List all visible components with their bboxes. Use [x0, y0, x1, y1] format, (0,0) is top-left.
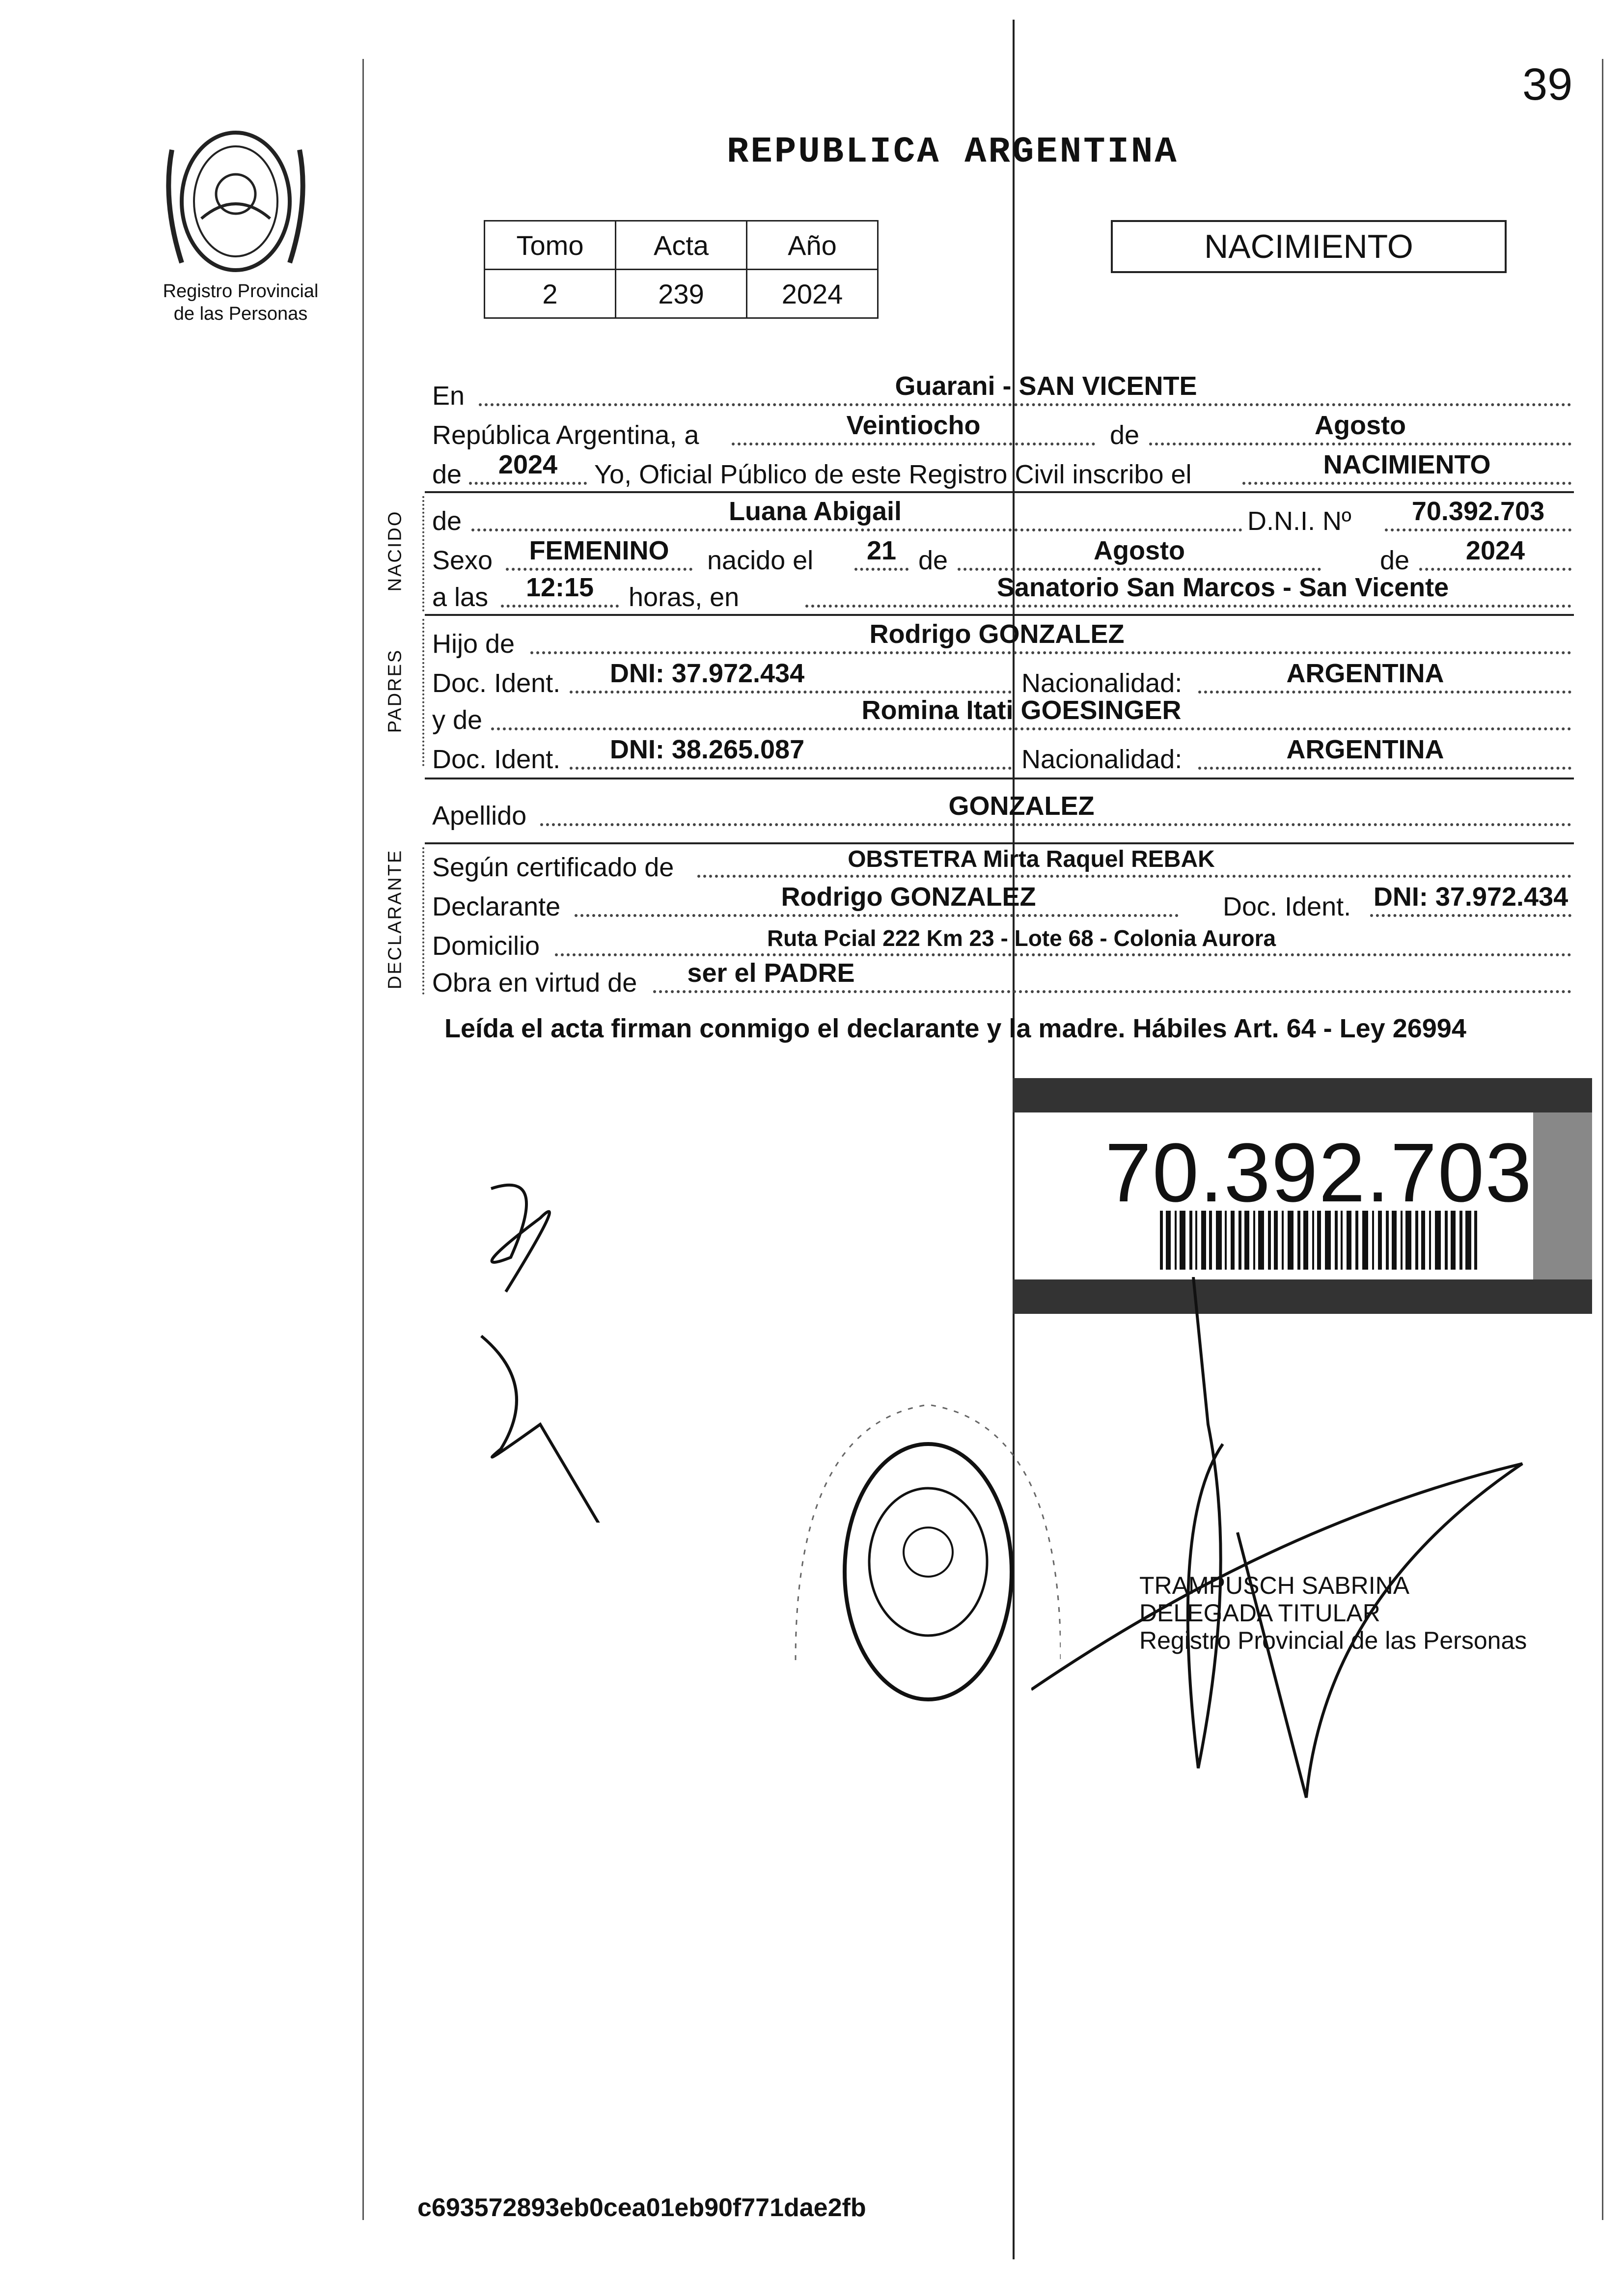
birth-month-value: Agosto	[1094, 536, 1185, 565]
row-cert	[432, 842, 1571, 883]
de2-label: de	[432, 460, 462, 489]
declarante-label: Declarante	[432, 892, 561, 921]
hijo-label: Hijo de	[432, 629, 515, 659]
sexo-label: Sexo	[432, 546, 493, 575]
dotted-line	[958, 568, 1321, 571]
row-father-doc	[432, 658, 1571, 698]
father-nationality-value: ARGENTINA	[1286, 659, 1444, 688]
cert-label: Según certificado de	[432, 853, 674, 882]
row-obra	[432, 958, 1571, 998]
dotted-line	[570, 691, 1012, 694]
officer-name: TRAMPUSCH SABRINA	[1139, 1572, 1410, 1599]
domicilio-label: Domicilio	[432, 931, 540, 961]
registry-caption	[147, 280, 334, 325]
dotted-line	[491, 727, 1571, 730]
signature-declarant	[442, 1130, 638, 1523]
dotted-line	[575, 914, 1179, 917]
obra-label: Obra en virtud de	[432, 968, 637, 998]
dotted-line	[805, 605, 1571, 608]
mother-nationality-value: ARGENTINA	[1286, 735, 1444, 764]
anio-value: 2024	[747, 270, 878, 318]
dotted-line	[1242, 482, 1571, 485]
inscribe-text: Yo, Oficial Público de este Registro Civil inscribo el	[594, 460, 1192, 489]
anio-header: Año	[747, 221, 878, 270]
child-dni-value: 70.392.703	[1411, 497, 1545, 526]
row-address	[432, 921, 1571, 961]
birth-day-value: 21	[866, 536, 897, 565]
page-number: 39	[1522, 59, 1573, 110]
nationality-label: Nacionalidad:	[1021, 668, 1183, 698]
row-inscribe	[432, 449, 1571, 490]
dotted-line	[854, 568, 908, 571]
de-label-3: de	[1380, 546, 1410, 575]
row-date	[432, 410, 1571, 450]
row-place	[432, 371, 1571, 411]
mother-name-value: Romina Itati GOESINGER	[861, 695, 1182, 725]
record-table	[484, 220, 879, 319]
dni-label: D.N.I. Nº	[1247, 506, 1351, 536]
row-father	[432, 619, 1571, 659]
doc-label: Doc. Ident.	[432, 668, 561, 698]
declarant-doc-value: DNI: 37.972.434	[1373, 882, 1569, 912]
row-surname	[432, 791, 1571, 831]
dotted-line	[1385, 528, 1571, 531]
yde-label: y de	[432, 705, 483, 735]
apellido-label: Apellido	[432, 801, 527, 831]
left-margin-line	[362, 59, 364, 2220]
acta-header: Acta	[616, 221, 747, 270]
obra-value: ser el PADRE	[687, 958, 855, 988]
doc-label: Doc. Ident.	[1223, 892, 1351, 921]
year-value: 2024	[498, 450, 558, 479]
dotted-line	[469, 482, 587, 485]
cert-value: OBSTETRA Mirta Raquel REBAK	[848, 846, 1215, 872]
nacido-bracket	[422, 496, 427, 611]
republica-label: República Argentina, a	[432, 420, 699, 450]
dotted-line	[1149, 443, 1571, 445]
document-hash: c693572893eb0cea01eb90f771dae2fb	[417, 2194, 866, 2222]
officer-stamp	[1139, 1572, 1527, 1654]
dotted-line	[1370, 914, 1571, 917]
birth-time-value: 12:15	[525, 573, 594, 602]
dotted-line	[732, 443, 1095, 445]
dotted-line	[570, 767, 1012, 770]
province-seal-logo	[152, 120, 319, 282]
nationality-label: Nacionalidad:	[1021, 745, 1183, 774]
day-value: Veintiocho	[846, 411, 981, 440]
declarante-section-label: DECLARANTE	[385, 849, 406, 990]
closing-note: Leída el acta firman conmigo el declarante y la madre. Hábiles Art. 64 - Ley 26994	[444, 1014, 1466, 1043]
birth-place-value: Sanatorio San Marcos - San Vicente	[996, 573, 1449, 602]
barcode-number: 70.392.703	[1105, 1126, 1533, 1220]
registry-line-1: Registro Provincial	[163, 281, 319, 302]
act-type-value: NACIMIENTO	[1323, 450, 1491, 479]
nacido-label: nacido el	[707, 546, 814, 575]
dotted-line	[471, 528, 1242, 531]
officer-org: Registro Provincial de las Personas	[1139, 1627, 1527, 1654]
tomo-header: Tomo	[485, 221, 616, 270]
mother-doc-value: DNI: 38.265.087	[609, 735, 805, 764]
dotted-line	[506, 568, 692, 571]
section-divider	[425, 614, 1574, 616]
alas-label: a las	[432, 583, 489, 612]
declarant-name-value: Rodrigo GONZALEZ	[781, 882, 1036, 912]
month-value: Agosto	[1315, 411, 1406, 440]
record-type-box: NACIMIENTO	[1111, 220, 1507, 273]
address-value: Ruta Pcial 222 Km 23 - Lote 68 - Colonia Aurora	[767, 925, 1276, 951]
dotted-line	[501, 605, 619, 608]
acta-value: 239	[616, 270, 747, 318]
de-label: de	[432, 506, 462, 536]
nacido-section-label: NACIDO	[385, 510, 406, 592]
dotted-line	[540, 823, 1571, 826]
dotted-line	[1198, 767, 1571, 770]
father-doc-value: DNI: 37.972.434	[609, 659, 805, 688]
dotted-line	[653, 990, 1571, 993]
dotted-line	[697, 875, 1571, 878]
tomo-value: 2	[485, 270, 616, 318]
officer-role: DELEGADA TITULAR	[1139, 1599, 1380, 1627]
surname-value: GONZALEZ	[948, 791, 1095, 821]
dotted-line	[1198, 691, 1571, 694]
padres-bracket	[422, 619, 427, 766]
right-margin-line	[1602, 59, 1603, 2220]
doc-label: Doc. Ident.	[432, 745, 561, 774]
declarante-bracket	[422, 847, 427, 995]
registry-line-2: de las Personas	[173, 304, 308, 324]
birth-year-value: 2024	[1465, 536, 1525, 565]
dotted-line	[479, 403, 1571, 406]
place-value: Guarani - SAN VICENTE	[895, 371, 1197, 401]
row-mother-doc	[432, 734, 1571, 775]
section-divider	[425, 778, 1574, 779]
horas-label: horas, en	[629, 583, 740, 612]
dotted-line	[530, 651, 1571, 654]
registry-stamp	[766, 1365, 1061, 1758]
row-declarant	[432, 882, 1571, 922]
signature-officer	[1031, 1277, 1571, 1817]
father-name-value: Rodrigo GONZALEZ	[869, 619, 1125, 649]
row-time-place	[432, 572, 1571, 612]
dotted-line	[555, 953, 1571, 956]
row-sex-birth	[432, 535, 1571, 576]
dotted-line	[1419, 568, 1571, 571]
section-divider	[425, 491, 1574, 493]
padres-section-label: PADRES	[385, 648, 406, 733]
sex-value: FEMENINO	[529, 536, 669, 565]
row-name	[432, 496, 1571, 536]
de-label-2: de	[918, 546, 948, 575]
de-label: de	[1110, 420, 1140, 450]
document-title: REPUBLICA ARGENTINA	[727, 132, 1179, 173]
child-name-value: Luana Abigail	[728, 497, 902, 526]
row-mother	[432, 695, 1571, 735]
en-label: En	[432, 381, 465, 411]
